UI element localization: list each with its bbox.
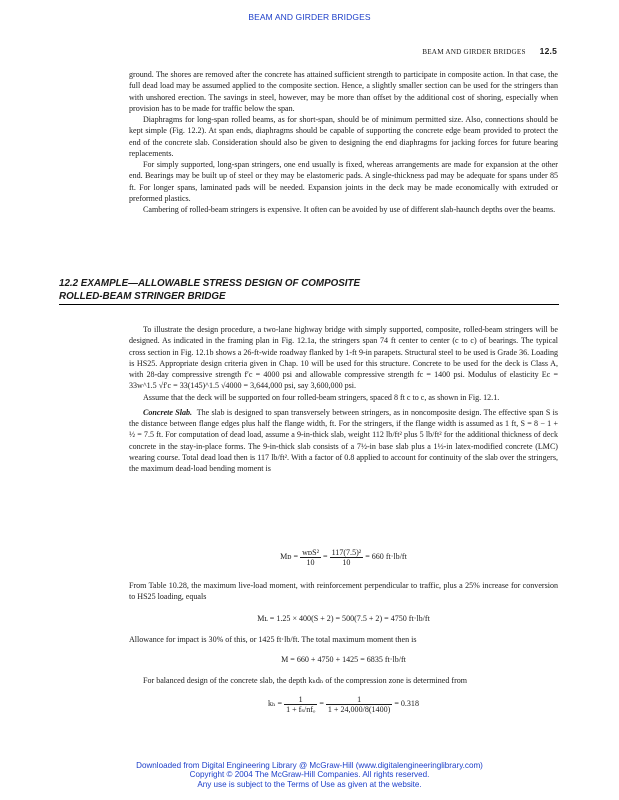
fraction [326, 695, 392, 714]
footer-copyright: Copyright © 2004 The McGraw-Hill Companies. All rights reserved. [189, 770, 430, 780]
paragraph: For balanced design of the concrete slab, the depth kₕdₕ of the compression zone is determined from [143, 676, 468, 685]
paragraph: For simply supported, long-span stringers, one end usually is fixed, whereas arrangements are made for expansion at the other end. Bearings may be built up of steel or they may be elastomeric pads. A single-thickness pad may be adequate for spans under 85 ft. For longer spans, laminated pads will be needed. Expansion joints in the deck may be made economically with extruded or preformed plastics. [129, 160, 558, 203]
fraction [330, 548, 364, 567]
text-block-impact [129, 634, 558, 645]
section-heading-line: 12.2 EXAMPLE—ALLOWABLE STRESS DESIGN OF COMPOSITE [59, 278, 361, 289]
equation-live-load-moment: Mʟ = 1.25 × 400(S + 2) = 500(7.5 + 2) = 4750 ft·lb/ft [257, 614, 430, 623]
equation-kb: kₕ = $\frac{1}{\text{1 + fₛ/nfₒ}}$ = $\frac{1}{1 + 24,000/8(1400)}$ = 0.318 [268, 695, 419, 714]
paragraph: Cambering of rolled-beam stringers is expensive. It often can be avoided by use of different slab-haunch depths over the beams. [143, 205, 556, 214]
runin-heading: Concrete Slab. [143, 407, 193, 417]
paragraph: Allowance for impact is 30% of this, or 1425 ft·lb/ft. The total maximum moment then is [129, 635, 417, 644]
section-heading [59, 278, 559, 305]
eq-lhs: kₕ = [268, 699, 283, 709]
denominator: 1 + 24,000/8(1400) [327, 705, 391, 714]
page-number: 12.5 [539, 46, 557, 56]
paragraph: To illustrate the design procedure, a two-lane highway bridge with simply supported, composite, rolled-beam stringers will be designed. As indicated in the framing plan in Fig. 12.1a, the stringers span 74 ft center to center (c to c) of bearings. The typical cross section in Fig. 12.1b shows a 26-ft-wide roadway flanked by 1-ft 9-in parapets. Structural steel to be used is Grade 36. Loading is HS25. Appropriate design criteria given in Chap. 10 will be used for this structure. Concrete to be used for the deck is Class A, with 28-day compressive strength f′c = 4000 psi and allowable compressive strength fc = 1400 psi. Modulus of elasticity Ec = 33w^1.5 √f′c = 33(145)^1.5 √4000 = 3,644,000 psi, say 3,600,000 psi. [129, 325, 558, 391]
footer-terms: Any use is subject to the Terms of Use as given at the website. [197, 779, 422, 789]
example-text-block [129, 324, 558, 474]
top-banner: BEAM AND GIRDER BRIDGES [248, 12, 371, 22]
equation-total-moment: M = 660 + 4750 + 1425 = 6835 ft·lb/ft [281, 655, 406, 664]
numerator: 1 [326, 695, 392, 705]
eq-result: = 0.318 [394, 699, 419, 709]
fraction [284, 695, 317, 714]
denominator: 10 [342, 558, 351, 567]
denominator: 10 [306, 558, 315, 567]
denominator: 1 + fₛ/nfₒ [286, 705, 316, 714]
eq-result: = 660 ft·lb/ft [365, 552, 407, 562]
download-footer [0, 761, 619, 789]
eq-lhs: Mᴅ = [280, 552, 299, 562]
numerator: 117(7.5)² [331, 548, 362, 557]
section-heading-line: ROLLED-BEAM STRINGER BRIDGE [59, 290, 226, 302]
fraction [300, 548, 321, 567]
paragraph: From Table 10.28, the maximum live-load moment, with reinforcement perpendicular to traffic, plus a 25% increase for conversion to HS25 loading, equals [129, 581, 558, 602]
running-head [422, 46, 557, 56]
footer-download-link[interactable]: Downloaded from Digital Engineering Library @ McGraw-Hill (www.digitalengineeringlibrary.com) [136, 761, 483, 770]
text-block-live-load [129, 580, 558, 603]
running-head-title: BEAM AND GIRDER BRIDGES [422, 48, 526, 56]
paragraph-text: The slab is designed to span transversely between stringers, as in noncomposite design. The effective span S is the distance between flange edges plus half the flange width, ft. For the stringers, if the flange width is assumed as 1 ft, S = 8 − 1 + ½ = 7.5 ft. For computation of dead load, assume a 9-in-thick slab, weight 112 lb/ft² plus 5 lb/ft² for the additional thickness of deck concrete in the stay-in-place forms. The 9-in-thick slab consists of a 7½-in base slab plus a 1½-in latex-modified concrete (LMC) wearing course. Total dead load then is 117 lb/ft². With a factor of 0.8 applied to account for continuity of the slab over the stringers, the maximum dead-load bending moment is [129, 407, 558, 473]
intro-text-block [129, 69, 558, 215]
paragraph: Assume that the deck will be supported on four rolled-beam stringers, spaced 8 ft c to c, as shown in Fig. 12.1. [143, 392, 500, 402]
equation-dead-load-moment: Mᴅ = $\frac{\text{wᴅS²}}{10}$ = $\frac{\text{117(7.5)²}}{10}$ = 660 ft·lb/ft [280, 548, 407, 567]
paragraph-concrete-slab [129, 407, 558, 475]
paragraph: Diaphragms for long-span rolled beams, as for short-span, should be of minimum permitted size. Also, connections should be kept simple (Fig. 12.2). At span ends, diaphragms should be capable of supporting the concrete edge beam provided to protect the end of the concrete slab. Consideration should also be given to designing the end diaphragms for jacking forces for future bearing replacements. [129, 115, 558, 158]
text-block-balanced [129, 675, 558, 686]
paragraph: ground. The shores are removed after the concrete has attained sufficient strength to participate in composite action. In that case, the full dead load may be assumed applied to the composite section. Hence, a slightly smaller section can be used for the stringers than with unshored erection. The savings in steel, however, may be more than offset by the additional cost of shoring, especially when provision has to be made for traffic below the span. [129, 70, 558, 113]
numerator: 1 [284, 695, 317, 705]
numerator: wᴅS² [302, 548, 320, 557]
